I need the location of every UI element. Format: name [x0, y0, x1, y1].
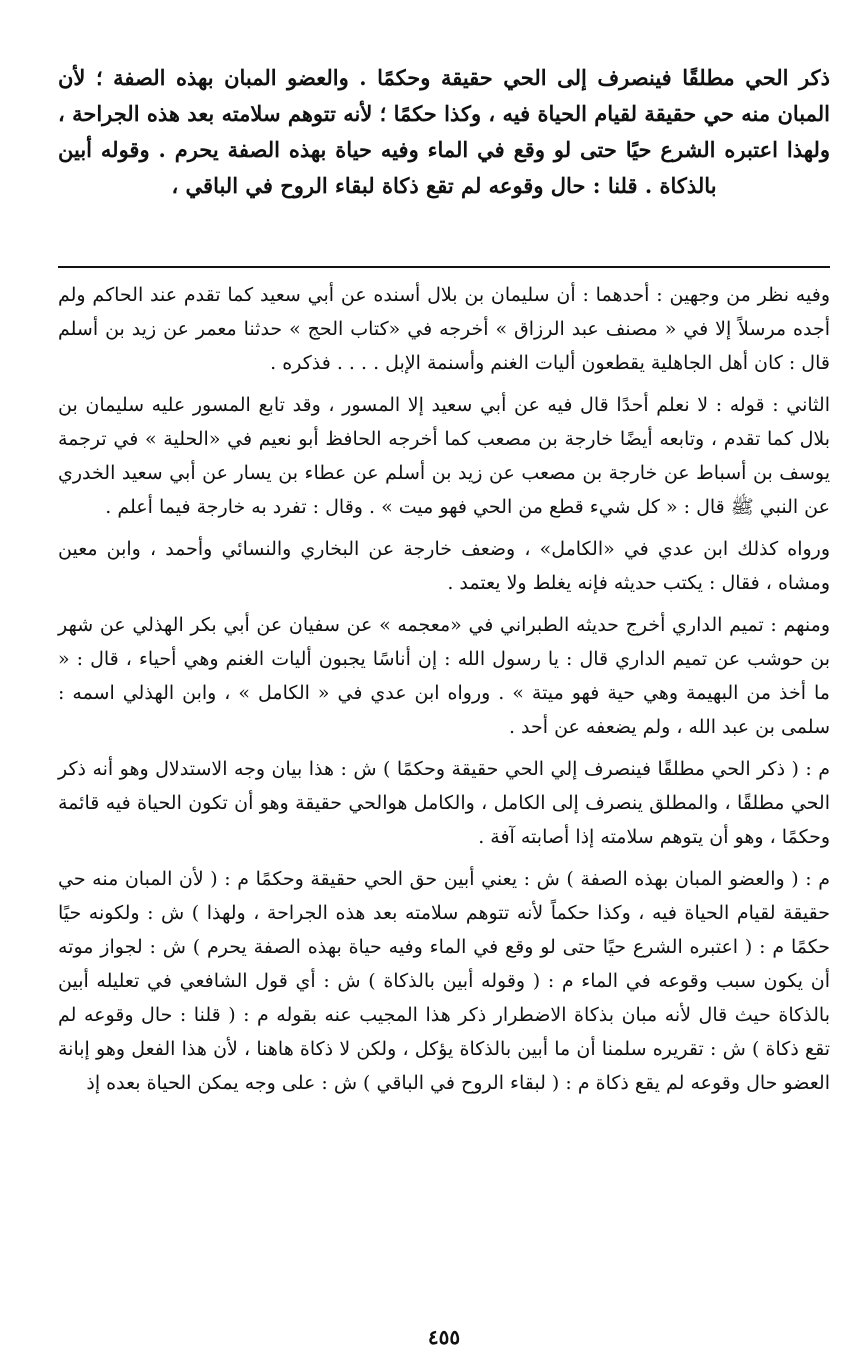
- commentary-paragraph-4: ومنهم : تميم الداري أخرج حديثه الطبراني في «معجمه » عن سفيان عن أبي بكر الهذلي عن شهر بن حوشب عن تميم الداري قال : يا رسول الله : إن أناسًا يجبون أليات الغنم وهي أحياء ، قال : « ما أخذ من البهيمة وهي حية فهو ميتة » . ورواه ابن عدي في « الكامل » ، وابن الهذلي اسمه : سلمى بن عبد الله ، ولم يضعفه عن أحد .: [58, 614, 830, 738]
- commentary: [58, 278, 830, 1108]
- commentary-paragraph-6: م : ( والعضو المبان بهذه الصفة ) ش : يعني أبين حق الحي حقيقة وحكمًا م : ( لأن المبان منه حي حقيقة لقيام الحياة فيه ، وكذا حكماً لأنه تتوهم سلامته بعد هذه الجراحة ، ولهذا ) ش : ولكونه حيًا حكمًا م : ( اعتبره الشرع حيًا حتى لو وقع في الماء وفيه حياة بهذه الصفة يحرم ) ش : لجواز موته أن يكون سبب وقوعه في الماء م : ( وقوله أبين بالذكاة ) ش : أي قول الشافعي في تعليله أبين بالذكاة حيث قال لأنه مبان بذكاة الاضطرار ذكر هذا المجيب عنه بقوله م : ( قلنا : حال وقوعه لم تقع ذكاة ) ش : تقريره سلمنا أن ما أبين بالذكاة يؤكل ، ولكن لا ذكاة هاهنا ، لأن هذا الفعل وهو إبانة العضو حال وقوعه لم يقع ذكاة م : ( لبقاء الروح في الباقي ) ش : على وجه يمكن الحياة بعده إذ: [58, 868, 830, 1094]
- separator-rule: [58, 266, 830, 268]
- commentary-paragraph-5: م : ( ذكر الحي مطلقًا فينصرف إلي الحي حقيقة وحكمًا ) ش : هذا بيان وجه الاستدلال وهو أنه ذكر الحي مطلقًا ، والمطلق ينصرف إلى الكامل ، والكامل هوالحي حقيقة وهو أن تكون الحياة فيه قائمة وحكمًا ، وهو أن يتوهم سلامته إذا أصابته آفة .: [58, 758, 830, 848]
- matn-text: ذكر الحي مطلقًا فينصرف إلى الحي حقيقة وحكمًا . والعضو المبان بهذه الصفة ؛ لأن المبان منه حي حقيقة لقيام الحياة فيه ، وكذا حكمًا ؛ لأنه تتوهم سلامته بعد هذه الجراحة ، ولهذا اعتبره الشرع حيًا حتى لو وقع في الماء وفيه حياة بهذه الصفة يحرم . وقوله أبين بالذكاة . قلنا : حال وقوعه لم تقع ذكاة لبقاء الروح في الباقي ،: [58, 65, 830, 198]
- page-number: ٤٥٥: [427, 1325, 461, 1349]
- commentary-paragraph-1: وفيه نظر من وجهين : أحدهما : أن سليمان بن بلال أسنده عن أبي سعيد كما تقدم عند الحاكم ولم أجده مرسلاً إلا في « مصنف عبد الرزاق » أخرجه في «كتاب الحج » حدثنا معمر عن زيد بن أسلم قال : كان أهل الجاهلية يقطعون أليات الغنم وأسنمة الإبل . . . . فذكره .: [58, 284, 830, 374]
- book-page: [58, 0, 830, 1371]
- commentary-paragraph-2: الثاني : قوله : لا نعلم أحدًا قال فيه عن أبي سعيد إلا المسور ، وقد تابع المسور عليه سليمان بن بلال كما تقدم ، وتابعه أيضًا خارجة بن مصعب كما أخرجه الحافظ أبو نعيم في «الحلية » في ترجمة يوسف بن أسباط عن خارجة بن مصعب عن زيد بن أسلم عن عطاء بن يسار عن أبي سعيد الخدري عن النبي ﷺ قال : « كل شيء قطع من الحي فهو ميت » . وقال : تفرد به خارجة فيما أعلم .: [58, 394, 830, 518]
- commentary-paragraph-3: ورواه كذلك ابن عدي في «الكامل» ، وضعف خارجة عن البخاري والنسائي وأحمد ، وابن معين ومشاه ، فقال : يكتب حديثه فإنه يغلط ولا يعتمد .: [58, 538, 830, 594]
